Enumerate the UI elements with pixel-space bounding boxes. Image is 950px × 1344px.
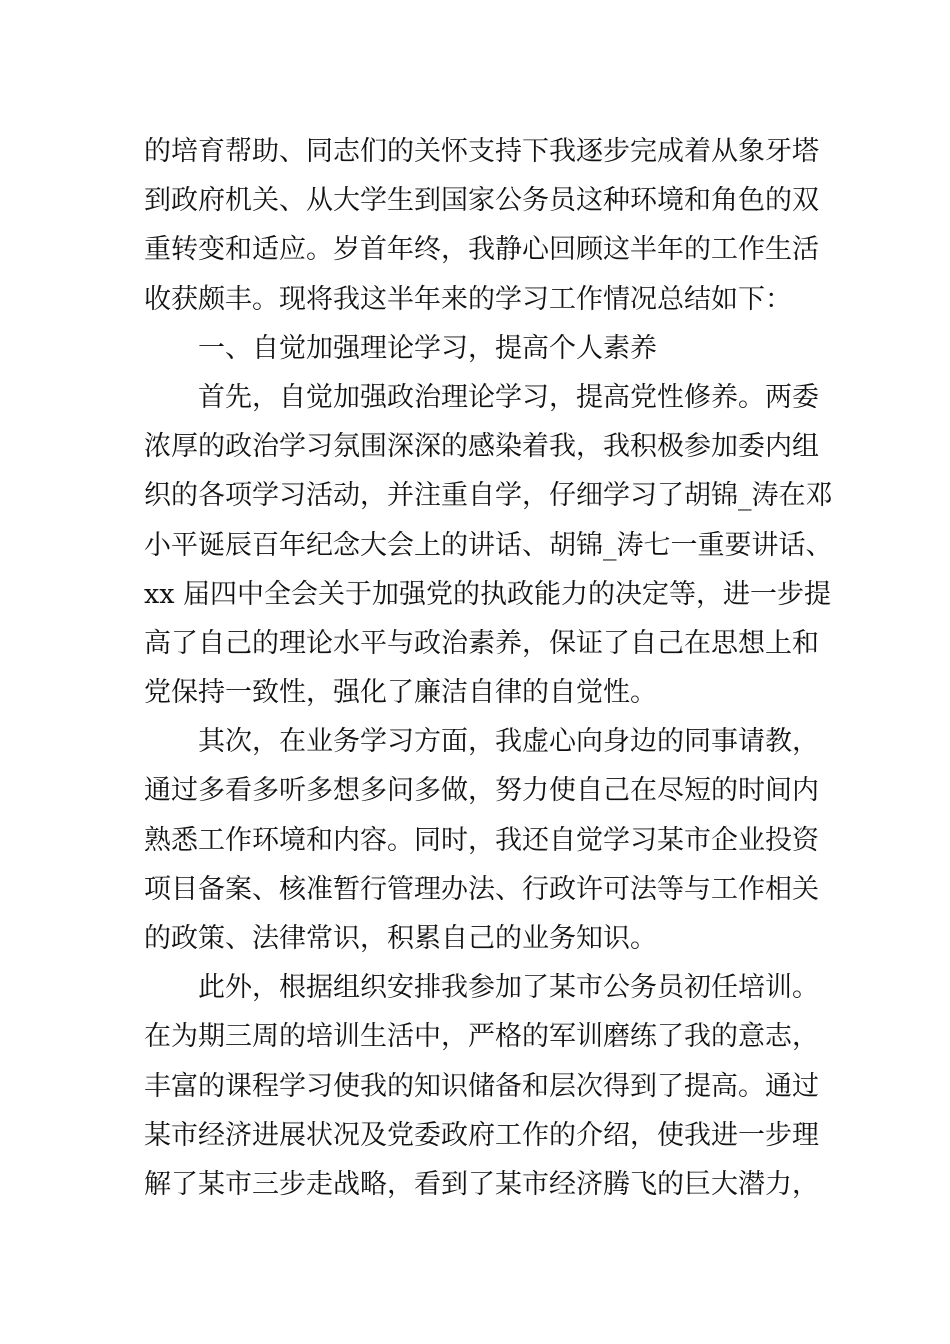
- text-line: 织的各项学习活动，并注重自学，仔细学习了胡锦_涛在邓: [144, 480, 833, 512]
- text-line: 丰富的课程学习使我的知识储备和层次得到了提高。通过: [144, 1070, 819, 1102]
- section-heading: 一、自觉加强理论学习，提高个人素养: [198, 332, 657, 364]
- text-line: 的政策、法律常识，积累自己的业务知识。: [144, 923, 657, 954]
- text-line: 小平诞辰百年纪念大会上的讲话、胡锦_涛七一重要讲话、: [144, 529, 833, 561]
- text-line: 收获颇丰。现将我这半年来的学习工作情况总结如下：: [144, 283, 792, 315]
- text-line: 项目备案、核准暂行管理办法、行政许可法等与工作相关: [144, 873, 819, 905]
- text-line: 重转变和适应。岁首年终，我静心回顾这半年的工作生活: [144, 234, 819, 266]
- text-line: 此外，根据组织安排我参加了某市公务员初任培训。: [198, 972, 819, 1004]
- text-line: xx 届四中全会关于加强党的执政能力的决定等，进一步提: [144, 578, 832, 610]
- text-line: 首先，自觉加强政治理论学习，提高党性修养。两委: [198, 381, 819, 413]
- text-line: 通过多看多听多想多问多做，努力使自己在尽短的时间内: [144, 775, 819, 807]
- text-line: 高了自己的理论水平与政治素养，保证了自己在思想上和: [144, 627, 819, 659]
- text-line: 在为期三周的培训生活中，严格的军训磨练了我的意志，: [144, 1021, 819, 1053]
- text-line: 解了某市三步走战略，看到了某市经济腾飞的巨大潜力，: [144, 1168, 819, 1200]
- text-line: 浓厚的政治学习氛围深深的感染着我，我积极参加委内组: [144, 431, 819, 463]
- text-line: 到政府机关、从大学生到国家公务员这种环境和角色的双: [144, 185, 819, 217]
- text-line: 某市经济进展状况及党委政府工作的介绍，使我进一步理: [144, 1119, 819, 1151]
- text-line: 其次，在业务学习方面，我虚心向身边的同事请教，: [198, 726, 819, 758]
- body-text: [144, 127, 833, 1209]
- text-line: 熟悉工作环境和内容。同时，我还自觉学习某市企业投资: [144, 824, 819, 856]
- text-line: 的培育帮助、同志们的关怀支持下我逐步完成着从象牙塔: [144, 136, 819, 167]
- text-line: 党保持一致性，强化了廉洁自律的自觉性。: [144, 677, 657, 709]
